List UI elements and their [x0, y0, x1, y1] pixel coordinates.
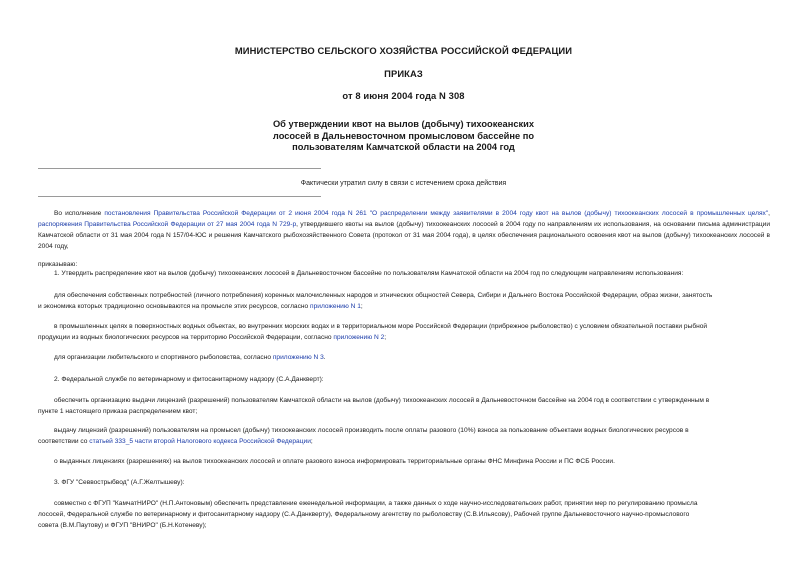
item-1c-end: .	[323, 354, 326, 361]
item-1c	[54, 352, 786, 363]
title-line-1: Об утверждении квот на вылов (добычу) тихоокеанских	[272, 119, 535, 129]
item-2b-text: соответствии со	[38, 438, 90, 445]
link-government-order-729r[interactable]: распоряжения Правительства Российской Федерации от 27 мая 2004 года N 729-р	[38, 221, 297, 228]
item-1a-line-2	[38, 301, 770, 312]
item-2a-line-2: пункте 1 настоящего приказа распределением квот;	[38, 408, 198, 415]
item-1b-text: продукции из водных биологических ресурсов на территорию Российской Федерации, согласно	[38, 334, 334, 341]
document-title	[250, 119, 557, 154]
item-3a-line-2: лососей, Федеральной службе по ветеринарному и фитосанитарному надзору (С.А.Данкверту), Федеральному агентству по рыболовству (С.В.Ильясову), Рабочей группе Дальневосточного научно-промыслового	[38, 511, 690, 518]
item-1a-line-1: для обеспечения собственных потребностей (личного потребления) коренных малочисленных народов и этнических общностей Севера, Сибири и Дальнего Востока Российской Федерации, образ жизни, занятость	[54, 292, 713, 299]
link-tax-code-article[interactable]: статьей 333_5 части второй Налогового кодекса Российской Федерации	[89, 438, 311, 445]
item-2b-line-1: выдачу лицензий (разрешений) пользователям на промысел (добычу) тихоокеанских лососей производить после оплаты разового (10%) взноса за пользование объектами водных биологических ресурсов в	[54, 427, 689, 434]
item-2c: о выданных лицензиях (разрешениях) на вылов тихоокеанских лососей и оплате разового взноса информировать территориальные органы ФНС Минфина России и ПС ФСБ России.	[54, 458, 615, 465]
divider-bottom	[38, 196, 321, 197]
item-2a-line-1: обеспечить организацию выдачи лицензий (разрешений) пользователям Камчатской области на вылов (добычу) тихоокеанских лососей в Дальневосточном бассейне на 2004 год в соответствии с утвержденным в	[54, 397, 710, 404]
item-2: 2. Федеральной службе по ветеринарному и фитосанитарному надзору (С.А.Данкверт):	[54, 376, 324, 383]
item-1a-end: ;	[360, 303, 363, 310]
link-government-decree-261[interactable]: постановления Правительства Российской Федерации от 2 июня 2004 года N 261 "О распределении между заявителями в 2004 году квот на вылов (добычу) тихоокеанских лососей в промышленных целях"	[104, 210, 769, 217]
item-2b-end: ;	[310, 438, 313, 445]
link-appendix-2[interactable]: приложению N 2	[333, 334, 385, 341]
item-3a-line-1: совместно с ФГУП "КамчатНИРО" (Н.П.Антоновым) обеспечить представление еженедельной информации, а также данных о ходе научно-исследовательских работ, принятии мер по регулированию промысла	[54, 500, 698, 507]
status-note: Фактически утратил силу в связи с истечением срока действия	[300, 180, 507, 187]
item-2b-line-2	[38, 436, 770, 447]
preamble-paragraph	[38, 208, 770, 252]
item-1b-line-1: в промышленных целях в поверхностных водных объектах, во внутренних морских водах и в территориальном море Российской Федерации (прибрежное рыболовство) с условием обязательной поставки рыбной	[54, 323, 708, 330]
doc-type-heading: ПРИКАЗ	[384, 68, 423, 79]
item-1b-end: ;	[384, 334, 387, 341]
order-word: приказываю:	[38, 261, 78, 268]
title-line-2: лососей в Дальневосточном промысловом бассейне по	[272, 130, 535, 141]
preamble-text-3: , утвердившего квоты на вылов (добычу) тихоокеанских лососей в 2004 году по направлениям их использования, на основании письма администрации Камчатской области от 31 мая 2004 года N 157/04-ЮС и решения Камчатского рыбохозяйственного Совета (протокол от 31 мая 2004 года), в целях обеспечения рационального освоения квот на вылов (добычу) тихоокеанских лососей в 2004 году,	[38, 221, 770, 250]
preamble-text-1: Во исполнение	[54, 210, 105, 217]
item-1b-line-2	[38, 332, 770, 343]
link-appendix-1[interactable]: приложению N 1	[310, 303, 361, 310]
item-1a-text: и экономика которых традиционно основываются на промысле этих ресурсов, согласно	[38, 303, 311, 310]
ministry-heading: МИНИСТЕРСТВО СЕЛЬСКОГО ХОЗЯЙСТВА РОССИЙСКОЙ ФЕДЕРАЦИИ	[234, 45, 573, 56]
divider-top	[38, 168, 321, 169]
item-1c-text: для организации любительского и спортивного рыболовства, согласно	[54, 354, 273, 361]
item-1: 1. Утвердить распределение квот на вылов (добычу) тихоокеанских лососей в Дальневосточном бассейне по пользователям Камчатской области на 2004 год по следующим направлениям использования:	[54, 270, 684, 277]
title-line-3: пользователям Камчатской области на 2004 год	[292, 142, 515, 152]
date-number-heading: от 8 июня 2004 года N 308	[342, 90, 465, 101]
preamble-text-2: ,	[768, 210, 770, 217]
link-appendix-3[interactable]: приложению N 3	[272, 354, 324, 361]
item-3: 3. ФГУ "Севвострыбвод" (А.Г.Желтышеву):	[54, 479, 185, 486]
item-3a-line-3: совета (В.М.Паутову) и ФГУП "ВНИРО" (Б.Н.Котеневу);	[38, 522, 207, 529]
